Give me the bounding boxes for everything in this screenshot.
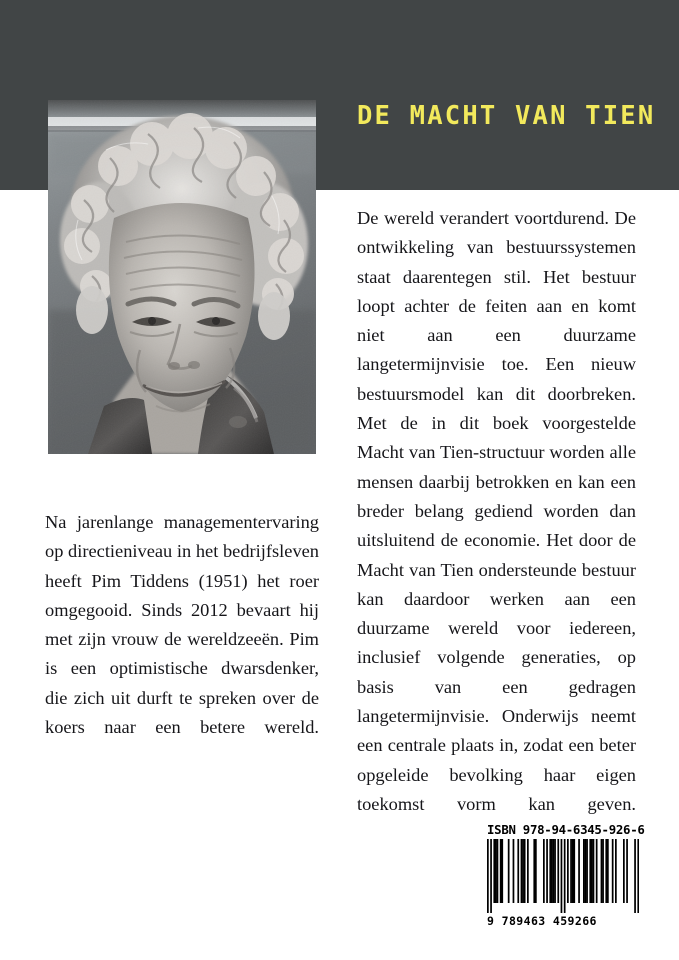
isbn-barcode xyxy=(487,822,645,935)
author-bio-column xyxy=(45,508,319,772)
page-title: DE MACHT VAN TIEN xyxy=(357,101,656,131)
author-bio-text: Na jarenlange managementervaring op directieniveau in het bedrijfsleven heeft Pim Tiddens (1951) het roer omgegooid. Sinds 2012 bevaart hij met zijn vrouw de wereldzeeën. Pim is een optimistische dwarsdenker, die zich uit durft te spreken over de koers naar een betere wereld. xyxy=(45,512,319,738)
barcode-bars xyxy=(487,839,639,913)
author-photo-image xyxy=(48,100,316,454)
blurb-text: De wereld verandert voortdurend. De ontwikkeling van bestuurssystemen staat daarentegen stil. Het bestuur loopt achter de feiten aan en komt niet aan een duurzame langetermijnvisie toe. Een nieuw bestuursmodel kan dit doorbreken. Met de in dit boek voorgestelde Macht van Tien-structuur worden alle mensen daarbij betrokken en kan een breder belang gediend worden dan uitsluitend de economie. Het door de Macht van Tien ondersteunde bestuur kan daardoor werken aan een duurzame wereld voor iedereen, inclusief volgende generaties, op basis van een gedragen langetermijnvisie. Onderwijs neemt een centrale plaats in, zodat een beter opgeleide bevolking haar eigen toekomst vorm kan geven. xyxy=(357,208,636,814)
barcode-digits: 9 789463 459266 xyxy=(487,914,597,928)
author-photo xyxy=(48,100,316,454)
isbn-label: ISBN 978-94-6345-926-6 xyxy=(487,822,645,837)
blurb-column xyxy=(357,204,636,849)
